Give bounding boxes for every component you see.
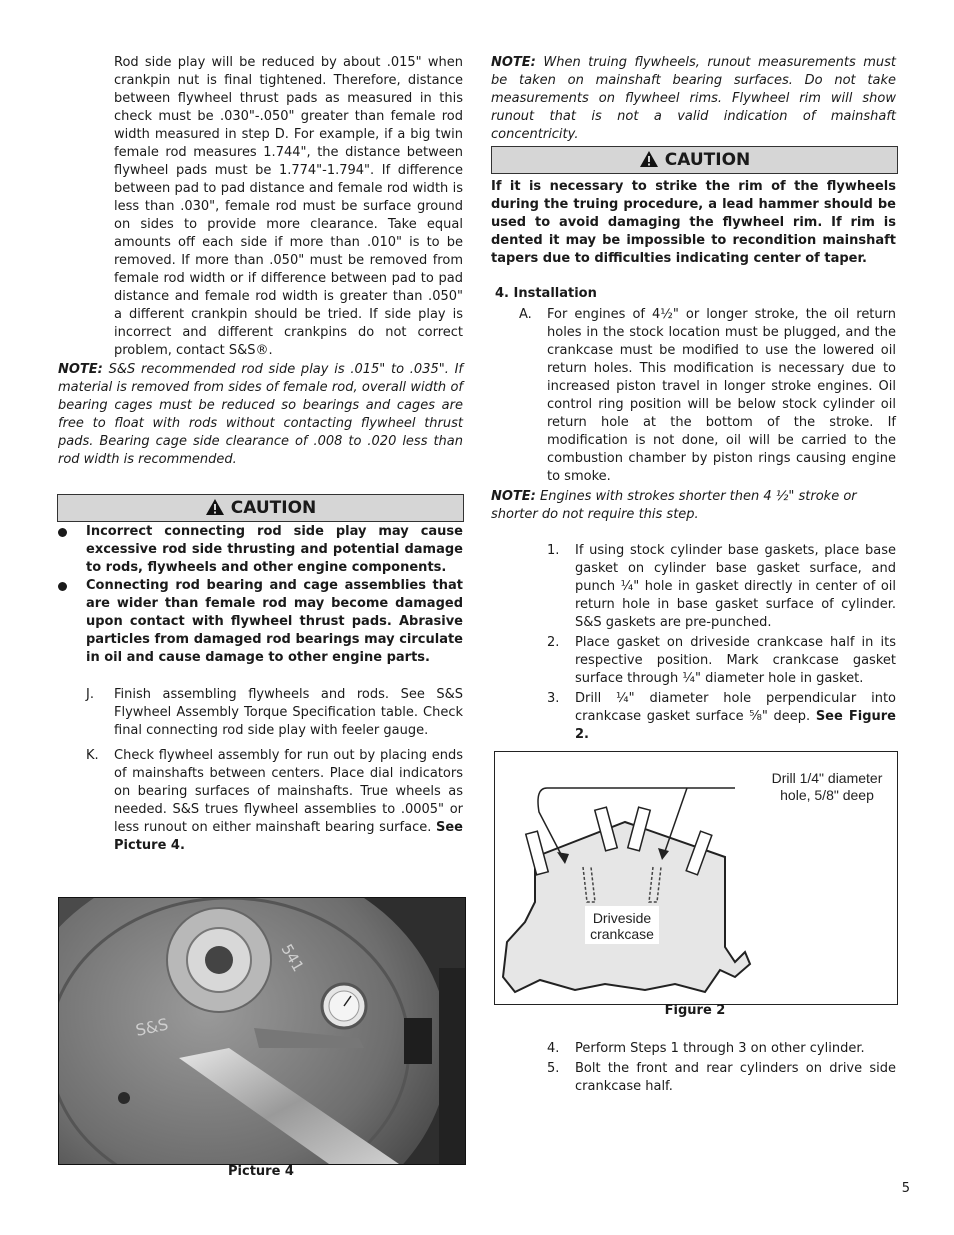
figure-2-crankcase-diagram <box>494 751 898 1005</box>
installation-heading: 4. Installation <box>495 286 597 301</box>
figure-callout-line1: Drill 1/4" diameter <box>771 770 883 786</box>
step-3 <box>547 690 896 744</box>
step-k <box>86 747 463 855</box>
note-truing-flywheels <box>491 54 896 144</box>
step-text: Place gasket on driveside crankcase half in its respective position. Mark crankcase gasket surface through ¼" diameter hole in gasket. <box>575 635 896 686</box>
step-label: A. <box>519 307 532 322</box>
step-j <box>86 686 463 740</box>
flywheel-number: 541 <box>277 941 308 975</box>
step-label: 4. <box>547 1041 560 1056</box>
step-label: 3. <box>547 691 560 706</box>
step-text: Drill ¼" diameter hole perpendicular into crankcase gasket surface ⅝" deep. See Figure 2. <box>575 691 896 742</box>
step-label: 2. <box>547 635 560 650</box>
step-label: K. <box>86 748 99 763</box>
note-label: NOTE: <box>491 489 536 504</box>
flywheel-stamp: S&S <box>133 1014 170 1040</box>
step-text: Perform Steps 1 through 3 on other cylinder. <box>575 1041 865 1056</box>
figure-part-line2: crankcase <box>590 926 654 942</box>
step-1 <box>547 542 896 632</box>
note-label: NOTE: <box>58 362 103 377</box>
step-label: 5. <box>547 1061 560 1076</box>
caution-label: CAUTION <box>664 150 751 170</box>
step-text: If using stock cylinder base gaskets, place base gasket on cylinder base gasket surface, and punch ¼" hole in gasket directly in center of oil return hole in base gasket surface of cylinder. S&S gaskets are pre-punched. <box>575 543 896 630</box>
flywheel-truing-photo <box>58 897 466 1165</box>
bullet-icon <box>58 528 67 537</box>
caution-bullet-text: Connecting rod bearing and cage assemblies that are wider than female rod may become damaged upon contact with flywheel thrust pads. Abrasive particles from damaged rod bearings may circulate in oil and cause damage to other engine parts. <box>86 578 463 665</box>
step-label: 1. <box>547 543 560 558</box>
note-shorter-strokes <box>491 488 896 524</box>
caution-bullet-bearing-cage <box>58 577 463 667</box>
step-text: Finish assembling flywheels and rods. See S&S Flywheel Assembly Torque Specification table. Check final connecting rod side play with feeler gauge. <box>114 687 463 738</box>
note-text: When truing flywheels, runout measurements must be taken on mainshaft bearing surfaces. Do not take measurements on flywheel rims. Flywheel rim will show runout that is not a valid indication of mainshaft concentricity. <box>491 55 896 142</box>
step-2 <box>547 634 896 688</box>
warning-triangle-icon <box>205 498 225 524</box>
caution-lead-hammer-text: If it is necessary to strike the rim of the flywheels during the truing procedure, a lead hammer should be used to avoid damaging the flywheel rim. If rim is dented it may be impossible to recondition mainshaft tapers due to difficulties indicating center of taper. <box>491 179 896 266</box>
step-text: Check flywheel assembly for run out by placing ends of mainshafts between centers. Place dial indicators on bearing surfaces of mainshafts. True wheels as needed. S&S trues flywheel assemblies to .0005" or less runout on either mainshaft bearing surface. See Picture 4. <box>114 748 463 853</box>
note-label: NOTE: <box>491 55 536 70</box>
warning-triangle-icon <box>639 150 659 176</box>
step-4 <box>547 1040 896 1058</box>
step-text: Bolt the front and rear cylinders on drive side crankcase half. <box>575 1061 896 1094</box>
step-a <box>519 306 896 486</box>
step-label: J. <box>86 687 94 702</box>
note-text: Engines with strokes shorter then 4 ½" stroke or shorter do not require this step. <box>491 489 857 522</box>
caution-header-right <box>491 146 898 174</box>
note-rod-side-play <box>58 361 463 469</box>
bullet-icon <box>58 582 67 591</box>
step-5 <box>547 1060 896 1096</box>
note-text: S&S recommended rod side play is .015" to .035". If material is removed from sides of female rod, overall width of bearing cages must be reduced so bearings and cages are free to float with rods without contacting flywheel thrust pads. Bearing cage side clearance of .008 to .020 less than rod width is recommended. <box>58 362 463 467</box>
rod-side-play-paragraph: Rod side play will be reduced by about .015" when crankpin nut is final tightened. Therefore, distance between flywheel thrust pads as measured in this check must be .030"-.050" greater than female rod width measured in step D. For example, if a big twin female rod measures 1.744", the distance between flywheel pads must be 1.774"-1.794". If difference between pad to pad distance and female rod width is less than .030", female rod must be surface ground on sides to provide more clearance. Take equal amounts off each side if more than .010" is to be removed. If more than .050" must be removed from female rod width or if difference between pad to pad distance and female rod width is greater than .050" a different crankpin should be tried. If side play is incorrect and different crankpins do not correct problem, contact S&S®. <box>114 55 463 358</box>
caution-label: CAUTION <box>230 498 317 518</box>
figure-part-line1: Driveside <box>592 910 652 926</box>
picture-caption: Picture 4 <box>228 1164 294 1179</box>
caution-bullet-side-play <box>58 523 463 577</box>
figure-caption: Figure 2 <box>664 1003 726 1018</box>
step-text: For engines of 4½" or longer stroke, the oil return holes in the stock location must be plugged, and the crankcase must be modified to use the lowered oil return holes. This modification is necessary due to increased piston travel in longer stroke engines. Oil control ring position will be below stock cylinder oil return hole at the bottom of the stroke. If modification is not done, oil will be carried to the combustion chamber by piston rings causing engine to smoke. <box>547 307 897 484</box>
caution-bullet-text: Incorrect connecting rod side play may cause excessive rod side thrusting and potential damage to rods, flywheels and other engine components. <box>86 524 463 575</box>
page-number: 5 <box>901 1181 910 1196</box>
caution-header-left <box>57 494 464 522</box>
figure-callout-line2: hole, 5/8" deep <box>780 787 874 803</box>
